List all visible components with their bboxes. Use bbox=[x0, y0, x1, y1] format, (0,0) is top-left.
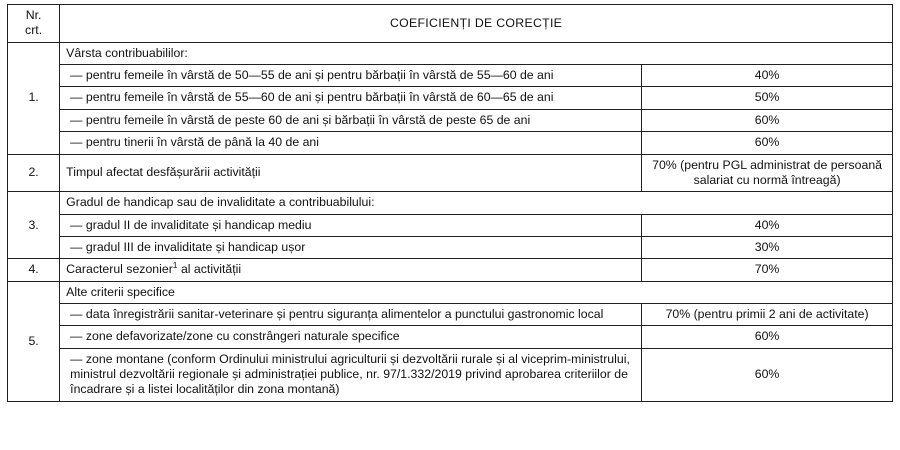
criterion-value: 40% bbox=[642, 65, 893, 87]
table-row bbox=[8, 154, 893, 192]
footnote-marker: 1 bbox=[172, 260, 178, 271]
criterion-value: 70% bbox=[642, 259, 893, 281]
header-nr-line1: Nr. bbox=[25, 8, 42, 22]
criterion-value: 60% bbox=[642, 326, 893, 348]
table-row bbox=[8, 236, 893, 258]
document-page bbox=[0, 4, 900, 450]
criterion-description: — pentru femeile în vârstă de 50—55 de ani și pentru bărbații în vârstă de 55—60 de ani bbox=[60, 65, 642, 87]
group-label-5: Alte criterii specifice bbox=[60, 281, 893, 303]
row-number-4: 4. bbox=[8, 259, 60, 281]
criterion-description-post: al activității bbox=[177, 262, 242, 277]
criterion-description: — pentru femeile în vârstă de 55—60 de ani și pentru bărbații în vârstă de 60—65 de ani bbox=[60, 87, 642, 109]
criterion-description bbox=[60, 259, 642, 281]
table-row bbox=[8, 65, 893, 87]
criterion-value: 60% bbox=[642, 132, 893, 154]
header-nr-line2: crt. bbox=[25, 23, 43, 38]
criterion-description: — gradul III de invaliditate și handicap ușor bbox=[60, 236, 642, 258]
table-row bbox=[8, 326, 893, 348]
row-number-2: 2. bbox=[8, 154, 60, 192]
criterion-value: 60% bbox=[642, 348, 893, 401]
criterion-description: — gradul II de invaliditate și handicap mediu bbox=[60, 214, 642, 236]
row-number-3: 3. bbox=[8, 192, 60, 259]
criterion-value: 40% bbox=[642, 214, 893, 236]
table-row bbox=[8, 348, 893, 401]
table-row bbox=[8, 87, 893, 109]
criterion-value: 50% bbox=[642, 87, 893, 109]
criterion-description: Timpul afectat desfășurării activității bbox=[60, 154, 642, 192]
table-row bbox=[8, 304, 893, 326]
table-row bbox=[8, 192, 893, 214]
criterion-description: — zone defavorizate/zone cu constrângeri naturale specifice bbox=[60, 326, 642, 348]
row-number-5: 5. bbox=[8, 281, 60, 401]
criterion-description: — pentru tinerii în vârstă de până la 40 de ani bbox=[60, 132, 642, 154]
group-label-3: Gradul de handicap sau de invaliditate a contribuabilului: bbox=[60, 192, 893, 214]
header-cell-nr bbox=[8, 5, 60, 43]
table-row bbox=[8, 42, 893, 64]
coefficients-table bbox=[7, 4, 893, 402]
criterion-value: 70% (pentru PGL administrat de persoană salariat cu normă întreagă) bbox=[642, 154, 893, 192]
header-cell-title: COEFICIENȚI DE CORECȚIE bbox=[60, 5, 893, 43]
criterion-description: — pentru femeile în vârstă de peste 60 de ani și bărbații în vârstă de peste 65 de ani bbox=[60, 109, 642, 131]
table-row bbox=[8, 132, 893, 154]
criterion-value: 60% bbox=[642, 109, 893, 131]
criterion-value: 70% (pentru primii 2 ani de activitate) bbox=[642, 304, 893, 326]
table-row bbox=[8, 109, 893, 131]
group-label-1: Vârsta contribuabililor: bbox=[60, 42, 893, 64]
table-row bbox=[8, 214, 893, 236]
row-number-1: 1. bbox=[8, 42, 60, 154]
table-row bbox=[8, 259, 893, 281]
criterion-description-pre: Caracterul sezonier bbox=[66, 262, 173, 277]
criterion-description: — data înregistrării sanitar-veterinare și pentru siguranța alimentelor a punctului gastronomic local bbox=[60, 304, 642, 326]
criterion-description: — zone montane (conform Ordinului ministrului agriculturii și dezvoltării rurale și al viceprim-ministrului, ministrul dezvoltării regionale și administrației publice, nr. 97/1.332/2019 privind aprobarea criteriilor de încadrare și a listei localităților din zona montană) bbox=[60, 348, 642, 401]
table-header-row bbox=[8, 5, 893, 43]
criterion-value: 30% bbox=[642, 236, 893, 258]
table-row bbox=[8, 281, 893, 303]
